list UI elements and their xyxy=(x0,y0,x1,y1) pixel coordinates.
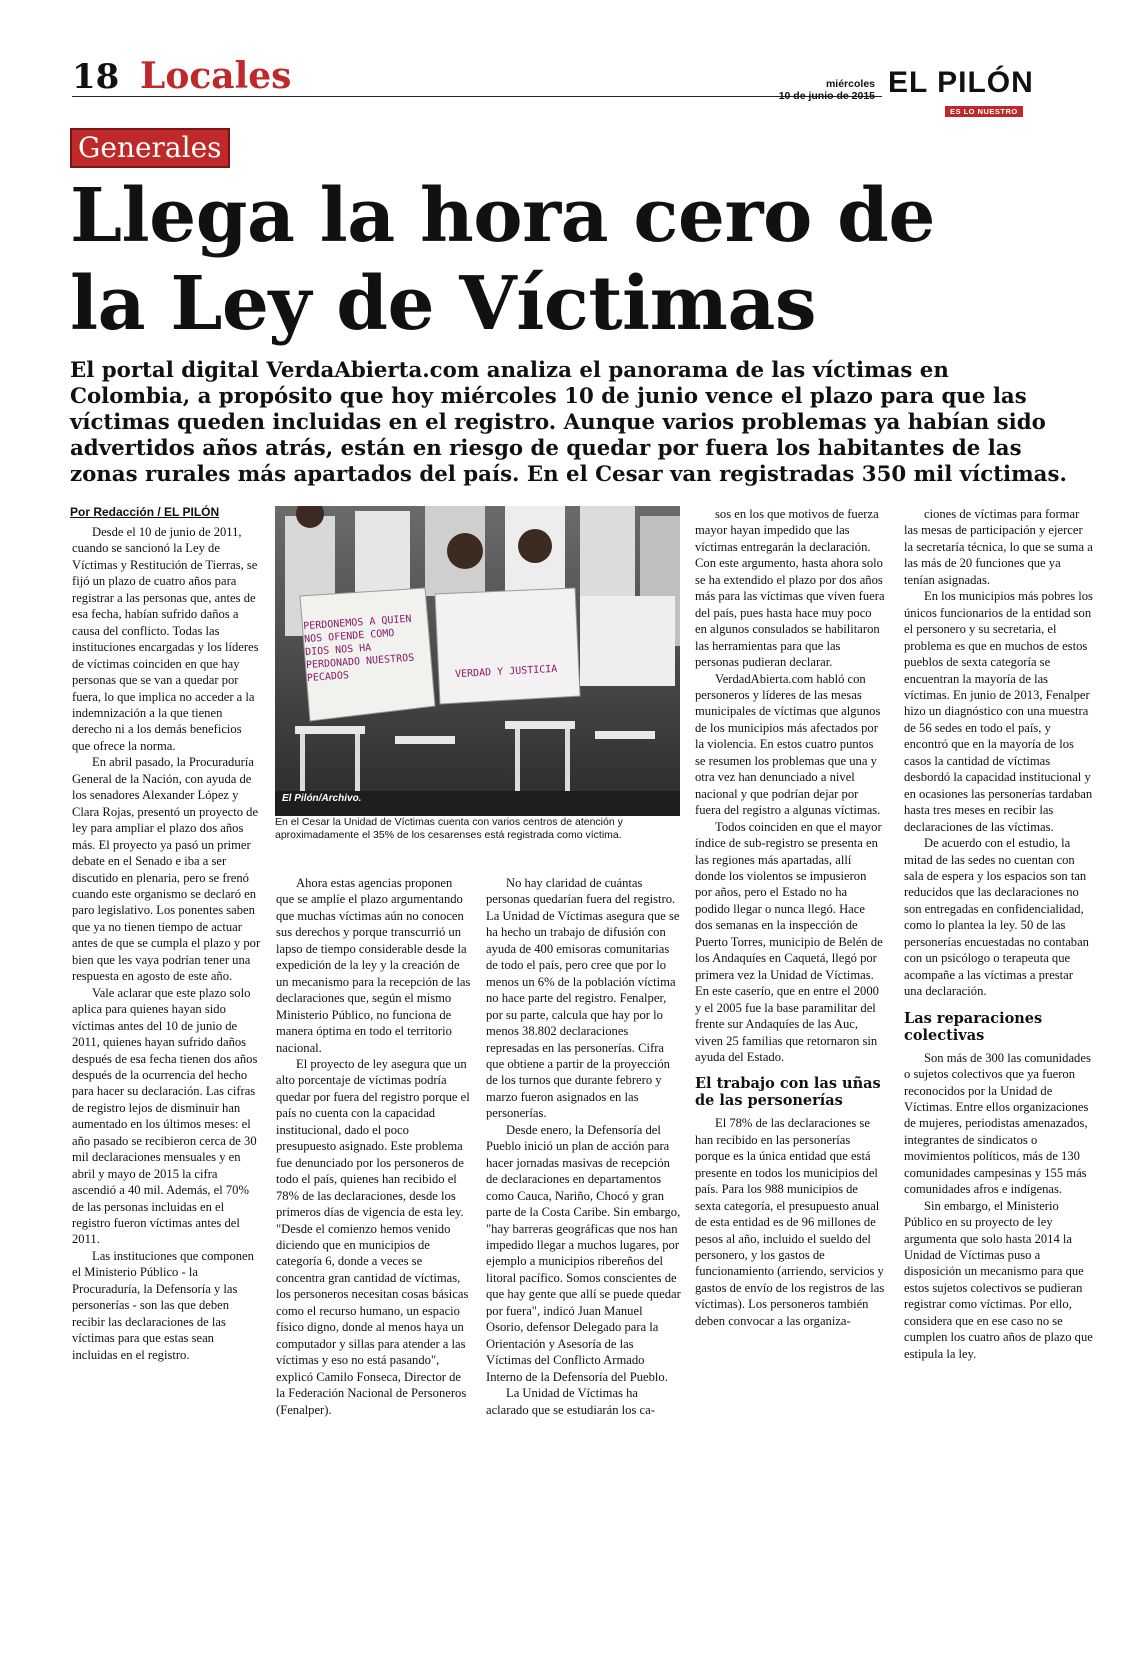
paragraph: Sin embargo, el Ministerio Público en su proyecto de ley argumenta que solo hasta 2014 la Unidad de Víctimas puso a disposición un mecanismo para que estos sujetos colectivos se pudieran registrar como víctimas. Por ello, considera que en ese caso no se cumplen los cuatro años de plazo que estipula la ley. xyxy=(904,1198,1093,1361)
paragraph: El 78% de las declaraciones se han recibido en las personerías porque es la única entidad que está presente en todos los municipios del país. Para los 988 municipios de sexta categoría, el presupuesto anual de esta entidad es de 96 millones de pesos al año, incluido el sueldo del personero, y los gastos de funcionamiento (arriendo, servicios y gastos de envío de los registros de las víctimas). Los personeros también deben convocar a las organiza- xyxy=(695,1116,885,1328)
paragraph: De acuerdo con el estudio, la mitad de las sedes no cuentan con sala de espera y los espacios son tan reducidos que las declaraciones no son entregadas en confidencialidad, como lo plantea la ley. 50 de las personerías encuestadas no contaban con un psicólogo o terapeuta que acompañe a las víctimas a prestar una declaración. xyxy=(904,836,1089,999)
paragraph: Desde enero, la Defensoría del Pueblo inició un plan de acción para hacer jornadas masivas de recepción de declaraciones en departamentos como Cauca, Nariño, Chocó y gran parte de la Costa Caribe. Sin embargo, "hay barreras geográficas que nos han impedido llegar a muchos lugares, por ejemplo a municipios ribereños del litoral pacífico. Somos conscientes de que hay gente que allí se puede quedar por fuera", indicó Juan Manuel Osorio, defensor Delegado para la Orientación y Asesoría de las Víctimas del Conflicto Armado Interno de la Defensoría del Pueblo. xyxy=(486,1122,681,1384)
column-4-body-b xyxy=(695,1115,885,1329)
issue-date xyxy=(725,78,875,102)
column-3 xyxy=(486,875,681,1418)
column-1 xyxy=(72,524,262,1363)
paragraph: Las instituciones que componen el Ministerio Público - la Procuraduría, la Defensoría y las personerías - son las que deben recibir las declaraciones de las víctimas para que estas sean incluidas en el registro. xyxy=(72,1248,254,1362)
protest-sign-right: VERDAD Y JUSTICIA xyxy=(454,663,558,681)
paragraph: VerdadAbierta.com habló con personeros y líderes de las mesas municipales de víctimas que algunos de los municipios más afectados por la violencia. En estos cuatro puntos se resumen los problemas que una y otra vez han denunciado a nivel nacional y que podrían dejar por fuera del registro a algunas víctimas. xyxy=(695,671,881,818)
lead-paragraph: El portal digital VerdaAbierta.com analiza el panorama de las víctimas en Colombia, a propósito que hoy miércoles 10 de junio vence el plazo para que las víctimas queden incluidas en el registro. Aunque varios problemas ya habían sido advertidos años atrás, están en riesgo de quedar por fuera los habitantes de las zonas rurales más apartados del país. En el Cesar van registradas 350 mil víctimas. xyxy=(70,358,1067,487)
article-photo xyxy=(275,506,680,816)
column-4-body xyxy=(695,506,885,1065)
paragraph: Vale aclarar que este plazo solo aplica para quienes hayan sido víctimas antes del 10 de junio de 2011, quienes hayan sufrido daños después de esa fecha tienen dos años después de la ocurrencia del hecho para hacer su declaración. Las cifras de registro lejos de disminuir han aumentado en los últimos meses: el año pasado se recibieron cerca de 30 mil declaraciones mensuales y en abril y mayo de 2015 la cifra ascendió a 40 mil. Además, el 70% de las personas incluidas en el registro fueron víctimas antes del 2011. xyxy=(72,985,258,1247)
paragraph: ciones de víctimas para formar las mesas de participación y ejercer la secretaría técnica, lo que se suma a las más de 20 funciones que ya tenían asignadas. xyxy=(904,507,1093,587)
column-5 xyxy=(904,506,1094,1362)
paragraph: Ahora estas agencias proponen que se amplíe el plazo argumentando que muchas víctimas aún no conocen sus derechos y porque transcurrió un lapso de tiempo considerable desde la expedición de la ley y la creación de un mecanismo para la recepción de las declaraciones que, según el mismo Ministerio Público, no funciona de manera óptima en todo el territorio nacional. xyxy=(276,876,471,1055)
paragraph: En abril pasado, la Procuraduría General de la Nación, con ayuda de los senadores Alexander López y Clara Rojas, presentó un proyecto de ley para ampliar el plazo dos años más. El proyecto ya pasó un primer debate en el Senado e iba a ser discutido en plenaria, pero se frenó cuando este organismo se declaró en paro legislativo. Los ponentes saben que ya no tienen tiempo de actuar antes de que se cumpla el plazo y por bien que les vaya podrían tener una respuesta en agosto de este año. xyxy=(72,755,261,984)
paragraph: Desde el 10 de junio de 2011, cuando se sancionó la Ley de Víctimas y Restitución de Tierras, se fijó un plazo de cuatro años para registrar a las personas que, antes de esa fecha, habían sufrido daños a causa del conflicto. Todas las instituciones encargadas y los líderes de víctimas coinciden en que hay personas que se van a quedar por fuera, lo que implica no acceder a la indemnización a la que tienen derecho ni a los demás beneficios que ofrece la norma. xyxy=(72,525,259,753)
paragraph: La Unidad de Víctimas ha aclarado que se estudiarán los ca- xyxy=(486,1386,655,1417)
paragraph: sos en los que motivos de fuerza mayor hayan impedido que las víctimas entregarán la declaración. Con este argumento, hasta ahora solo se ha extendido el plazo por dos años más para las víctimas que viven fuera del país, pues hasta hace muy poco en algunos consulados se habilitaron las herramientas para que las personas pudieran declarar. xyxy=(695,507,885,670)
headline-line-1: Llega la hora cero de xyxy=(70,173,935,259)
subheading-personerias: El trabajo con las uñas de las personerías xyxy=(695,1075,881,1110)
column-5-body-b xyxy=(904,1050,1094,1363)
paragraph: El proyecto de ley asegura que un alto porcentaje de víctimas podría quedar por fuera del registro porque el país no cuenta con la capacidad institucional, dado el poco presupuesto asignado. Este problema fue denunciado por los personeros de todo el país, quienes han recibido el 78% de las declaraciones, desde los primeros días de vigencia de esta ley. "Desde el comienzo hemos venido diciendo que en municipios de categoría 6, donde a veces se concentra gran cantidad de víctimas, los personeros necesitan cosas básicas como el recurso humano, un espacio físico digno, donde al menos haya un computador y sillas para atender a las víctimas y eso no está pasando", explicó Camilo Fonseca, Director de la Federación Nacional de Personeros (Fenalper). xyxy=(276,1056,470,1417)
column-4 xyxy=(695,506,885,1329)
paragraph: En los municipios más pobres los únicos funcionarios de la entidad son el personero y su secretaria, el problema es que en muchos de estos pueblos de sexta categoría se encuentran la mayoría de las víctimas. En junio de 2013, Fenalper hizo un diagnóstico con una muestra de 56 sedes en todo el país, y encontró que en la mayoría de los casos la cantidad de víctimas desbordó la capacidad institucional y en ocasiones las personerías tardaban hasta tres meses en recibir las declaraciones de las víctimas. xyxy=(904,589,1093,834)
paragraph: No hay claridad de cuántas personas quedarían fuera del registro. La Unidad de Víctimas asegura que se ha hecho un trabajo de difusión con ayuda de 400 emisoras comunitarias de todo el país, pero cree que por lo menos un 6% de la población víctima no hace parte del registro. Fenalper, por su parte, calcula que hay por lo menos 38.802 declaraciones represadas en las personerías. Cifra que obtiene a partir de la proyección de los turnos que durante febrero y marzo fueron asignados en las personerías. xyxy=(486,876,680,1121)
headline-line-2: la Ley de Víctimas xyxy=(70,261,817,347)
paragraph: Todos coinciden en que el mayor índice de sub-registro se presenta en las regiones más apartadas, allí donde los violentos se impusieron por años, pero el Estado no ha podido llegar o nunca llegó. Hace dos semanas en la inspección de Puerto Torres, municipio de Belén de los Andaquíes en Caquetá, llegó por primera vez la Unidad de Víctimas. En este caserío, que en entre el 2000 y el 2005 fue la base paramilitar del frente sur Andaquíes de las Auc, viven 25 familias que retornaron sin ayuda del Estado. xyxy=(695,819,883,1064)
paragraph: Son más de 300 las comunidades o sujetos colectivos que ya fueron reconocidos por la Unidad de Víctimas. Entre ellos organizaciones de mujeres, periodistas amenazados, integrantes de sindicatos o movimientos políticos, más de 130 comunidades campesinas y 155 más comunidades afros e indígenas. xyxy=(904,1050,1091,1197)
newspaper-logo xyxy=(888,66,1078,106)
headline xyxy=(70,172,1070,348)
photo-caption: En el Cesar la Unidad de Víctimas cuenta con varios centros de atención y aproximadamente el 35% de los cesarenses está registrada como víctima. xyxy=(275,816,623,841)
issue-date-text: 10 de junio de 2015 xyxy=(778,90,875,102)
byline: Por Redacción / EL PILÓN xyxy=(70,505,220,519)
logo-name: EL PILÓN xyxy=(888,66,1034,99)
column-5-body xyxy=(904,506,1094,1000)
section-name: Locales xyxy=(140,55,292,97)
subheading-reparaciones: Las reparaciones colectivas xyxy=(904,1009,1043,1044)
category-tag: Generales xyxy=(70,128,230,168)
issue-weekday: miércoles xyxy=(825,78,875,90)
protest-sign-left: PERDONEMOS A QUIEN NOS OFENDE COMO DIOS NOS HA PERDONADO NUESTROS PECADOS xyxy=(302,613,415,685)
photo-credit: El Pilón/Archivo. xyxy=(282,793,362,804)
column-2 xyxy=(276,875,471,1418)
page-number: 18 xyxy=(72,57,120,97)
logo-slogan: ES LO NUESTRO xyxy=(945,106,1023,117)
